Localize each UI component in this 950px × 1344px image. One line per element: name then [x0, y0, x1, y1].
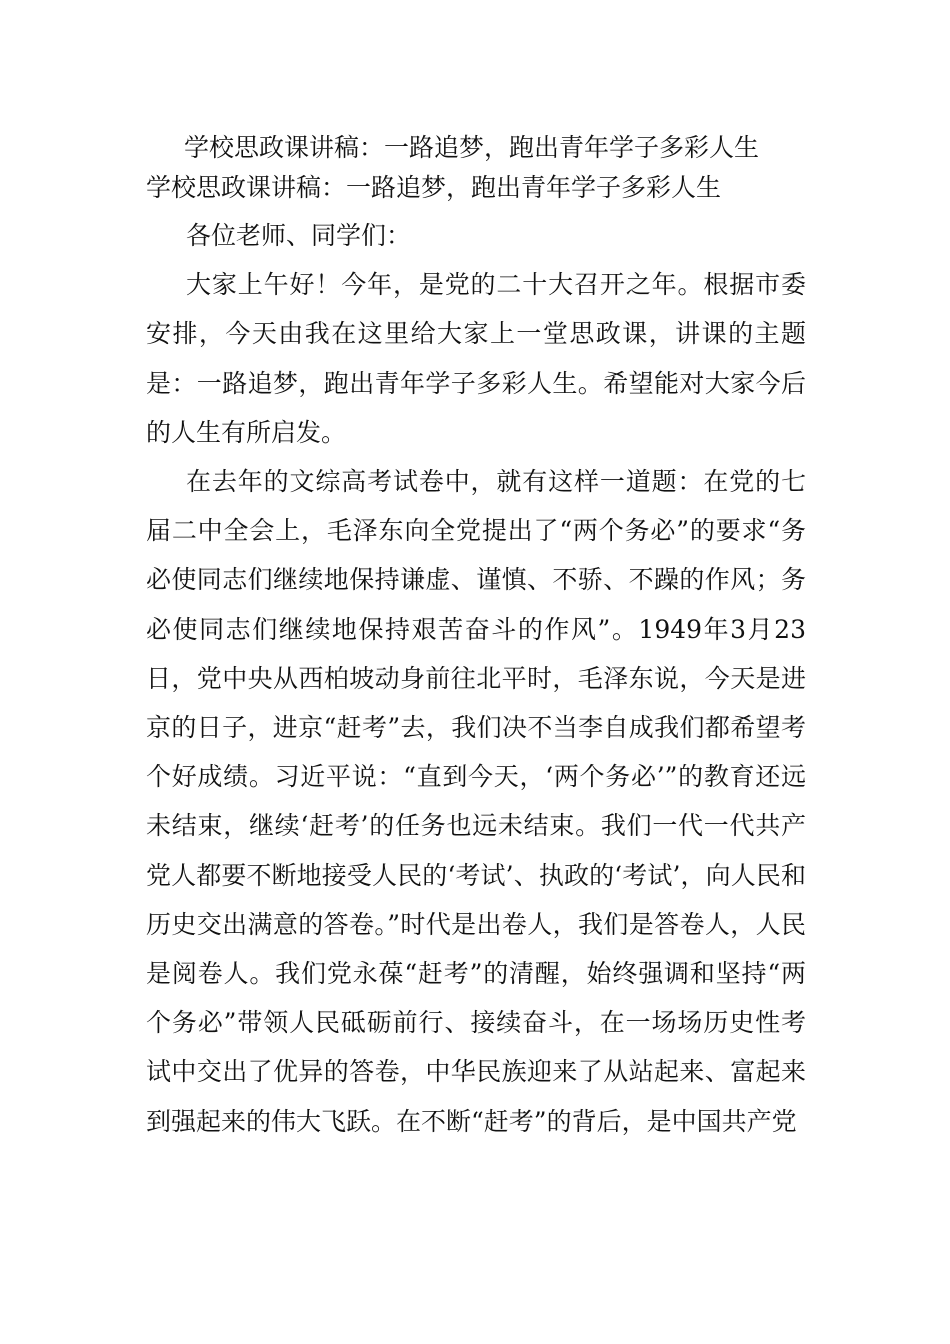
- document-title: 学校思政课讲稿：一路追梦，跑出青年学子多彩人生: [184, 133, 760, 162]
- body-paragraph-intro: 大家上午好！今年，是党的二十大召开之年。根据市委安排，今天由我在这里给大家上一堂思政课，讲课的主题是：一路追梦，跑出青年学子多彩人生。希望能对大家今后的人生有所启发。: [146, 270, 806, 447]
- document-body: [146, 128, 806, 1146]
- body-paragraph-exam: 在去年的文综高考试卷中，就有这样一道题：在党的七届二中全会上，毛泽东向全党提出了“两个务必”的要求“务必使同志们继续地保持谦虚、谨慎、不骄、不躁的作风；务必使同志们继续地保持艰苦奋斗的作风”。1949年3月23日，党中央从西柏坡动身前往北平时，毛泽东说，今天是进京的日子，进京“赶考”去，我们决不当李自成我们都希望考个好成绩。习近平说：“直到今天，‘两个务必’”的教育还远未结束，继续‘赶考’的任务也远未结束。我们一代一代共产党人都要不断地接受人民的‘考试’、执政的‘考试’，向人民和历史交出满意的答卷。”时代是出卷人，我们是答卷人，人民是阅卷人。我们党永葆“赶考”的清醒，始终强调和坚持“两个务必”带领人民砥砺前行、接续奋斗，在一场场历史性考试中交出了优异的答卷，中华民族迎来了从站起来、富起来到强起来的伟大飞跃。在不断“赶考”的背后，是中国共产党: [146, 467, 806, 1136]
- document-title-repeat: 学校思政课讲稿：一路追梦，跑出青年学子多彩人生: [146, 173, 722, 202]
- greeting-paragraph: 各位老师、同学们：: [186, 221, 412, 250]
